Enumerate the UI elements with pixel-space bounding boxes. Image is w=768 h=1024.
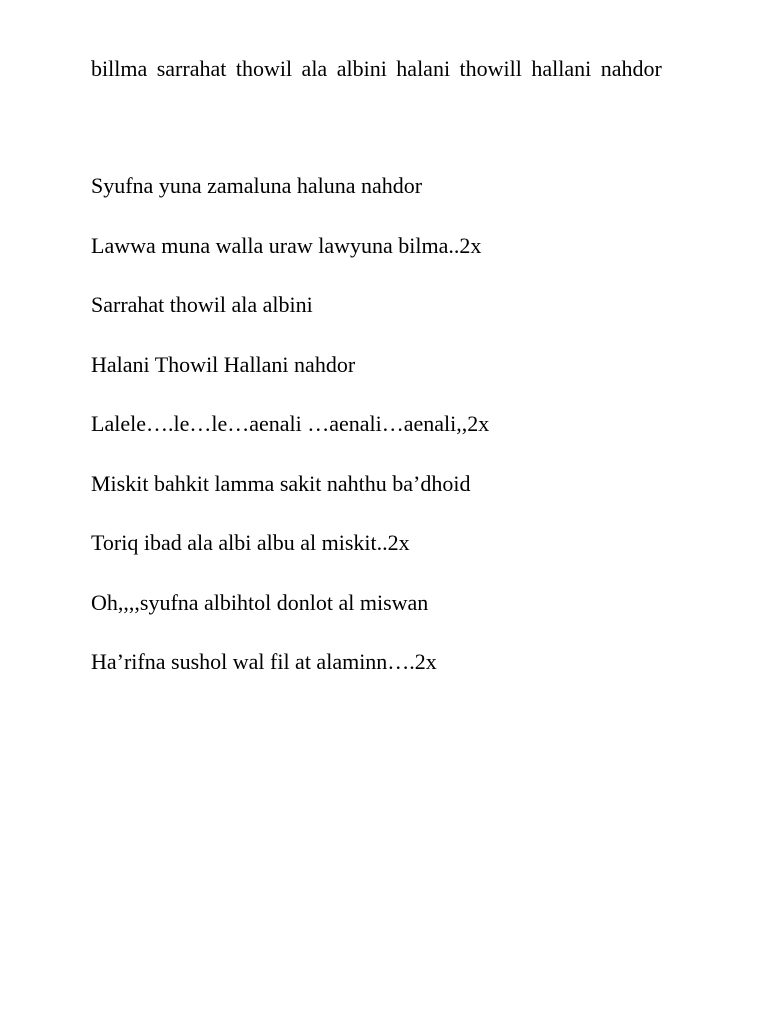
lyric-line: Syufna yuna zamaluna haluna nahdor — [91, 173, 423, 198]
lyric-line: Oh,,,,syufna albihtol donlot al miswan — [91, 590, 429, 615]
lyric-line: Ha’rifna sushol wal fil at alaminn….2x — [91, 649, 437, 674]
lyric-line: Lawwa muna walla uraw lawyuna bilma..2x — [91, 233, 482, 258]
lyric-line: Lalele….le…le…aenali …aenali…aenali,,2x — [91, 411, 490, 436]
intro-paragraph: billma sarrahat thowil ala albini halani thowill hallani nahdor — [91, 56, 662, 81]
lyric-line: Halani Thowil Hallani nahdor — [91, 352, 356, 377]
lyric-line: Toriq ibad ala albi albu al miskit..2x — [91, 530, 410, 555]
lyric-line: Miskit bahkit lamma sakit nahthu ba’dhoid — [91, 471, 471, 496]
lyric-line: Sarrahat thowil ala albini — [91, 292, 313, 317]
